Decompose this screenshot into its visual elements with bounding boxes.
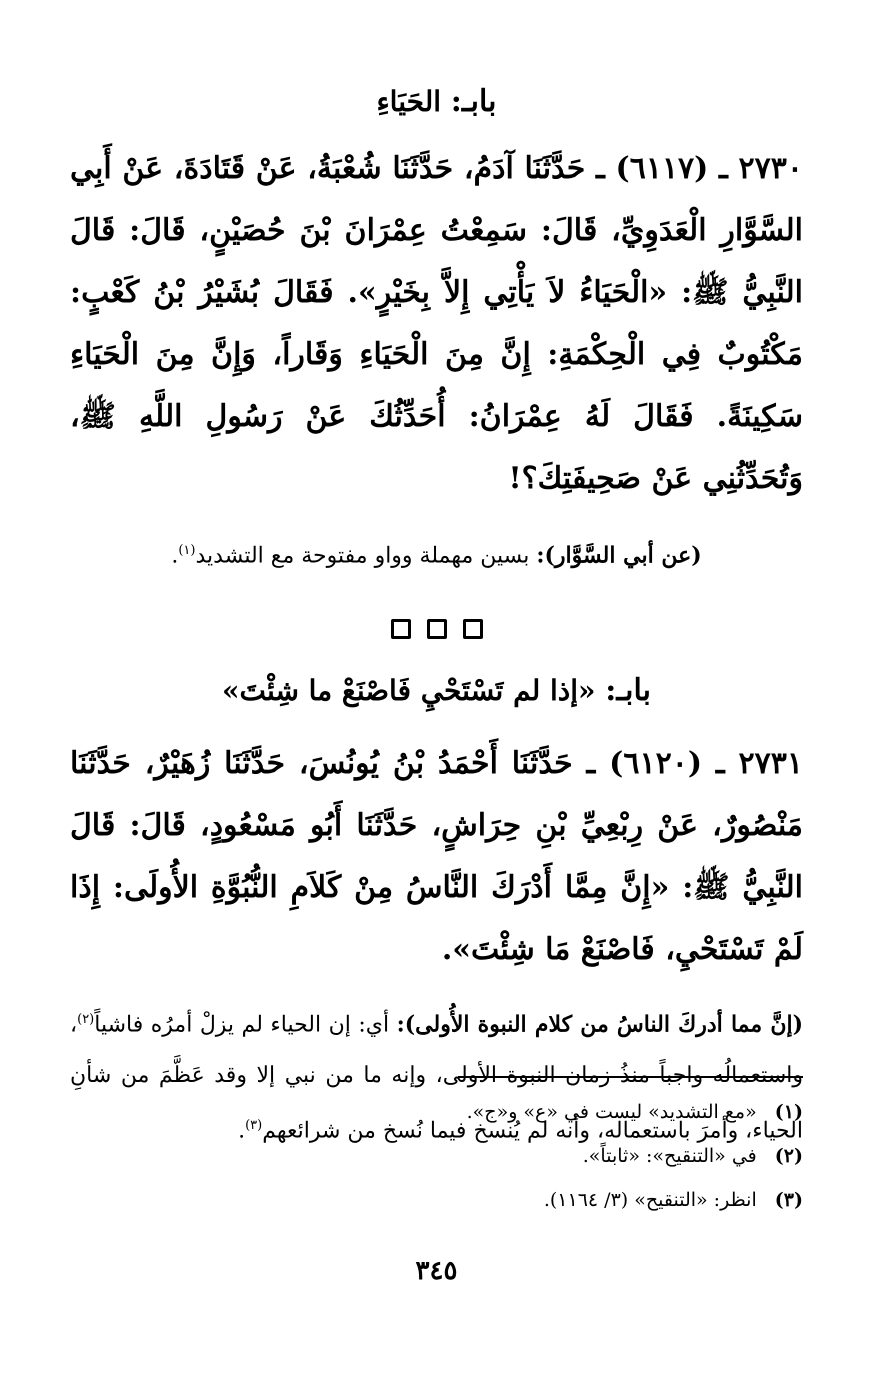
footnote-ref: (٣) xyxy=(245,1117,263,1133)
chapter-prefix: بابـ: xyxy=(605,673,651,709)
commentary-end: . xyxy=(171,543,179,569)
footnote-divider xyxy=(458,1076,803,1078)
footnote-number: (٢) xyxy=(774,1145,803,1167)
footnote-number: (١) xyxy=(774,1101,803,1123)
hadith-2731-text: ٢٧٣١ ـ (٦١٢٠) ـ حَدَّثَنَا أَحْمَدُ بْنُ يُونُسَ، حَدَّثَنَا زُهَيْرٌ، حَدَّثَنَا مَنْصُورٌ، عَنْ رِبْعِيِّ بْنِ حِرَاشٍ، حَدَّثَنَا أَبُو مَسْعُودٍ، قَالَ: قَالَ النَّبِيُّ ﷺ: «إِنَّ مِمَّا أَدْرَكَ النَّاسُ مِنْ كَلاَمِ النُّبُوَّةِ الأُولَى: إِذَا لَمْ تَسْتَحْيِ، فَاصْنَعْ مَا شِئْتَ». xyxy=(70,746,803,968)
footnote-text: انظر: «التنقيح» (٣/ ١١٦٤). xyxy=(543,1189,757,1211)
commentary-note-1 xyxy=(70,526,803,581)
footnote-item xyxy=(70,1090,803,1134)
chapter-title: «إذا لم تَسْتَحْيِ فَاصْنَعْ ما شِئْتَ» xyxy=(222,674,596,708)
commentary-end: . xyxy=(238,1117,246,1143)
footnote-ref: (٢) xyxy=(77,1012,95,1028)
footnote-ref: (١) xyxy=(178,543,196,558)
commentary-text-part1: أي: إن الحياء لم يزلْ أمرُه فاشياً xyxy=(94,1012,390,1038)
footnote-number: (٣) xyxy=(774,1189,803,1211)
chapter-title: الحَيَاءِ xyxy=(376,85,442,118)
chapter-heading-shame xyxy=(70,669,803,713)
commentary-quote: (عن أبي السَّوَّار): xyxy=(536,542,702,569)
commentary-quote: (إنَّ مما أدركَ الناسُ من كلام النبوة الأُولى): xyxy=(396,1011,803,1038)
chapter-prefix: بابـ: xyxy=(450,84,497,119)
square-ornament-icon xyxy=(463,619,483,639)
footnote-text: «مع التشديد» ليست في «ع» و«ج». xyxy=(466,1101,757,1123)
footnote-item xyxy=(70,1134,803,1178)
footnote-text: في «التنقيح»: «ثابتاً». xyxy=(582,1145,757,1167)
section-separator xyxy=(70,619,803,639)
footnotes-list xyxy=(70,1090,803,1222)
square-ornament-icon xyxy=(427,619,447,639)
page-number: ٣٤٥ xyxy=(415,1256,458,1286)
chapter-heading-modesty xyxy=(70,80,803,124)
hadith-2730-text: ٢٧٣٠ ـ (٦١١٧) ـ حَدَّثَنَا آدَمُ، حَدَّثَنَا شُعْبَةُ، عَنْ قَتَادَةَ، عَنْ أَبِي السَّوَّارِ الْعَدَوِيِّ، قَالَ: سَمِعْتُ عِمْرَانَ بْنَ حُصَيْنٍ، قَالَ: قَالَ النَّبِيُّ ﷺ: «الْحَيَاءُ لاَ يَأْتِي إِلاَّ بِخَيْرٍ». فَقَالَ بُشَيْرُ بْنُ كَعْبٍ: مَكْتُوبٌ فِي الْحِكْمَةِ: إِنَّ مِنَ الْحَيَاءِ وَقَاراً، وَإِنَّ مِنَ الْحَيَاءِ سَكِينَةً. فَقَالَ لَهُ عِمْرَانُ: أُحَدِّثُكَ عَنْ رَسُولِ اللَّهِ ﷺ، وَتُحَدِّثُنِي عَنْ صَحِيفَتِكَ؟! xyxy=(70,151,803,496)
commentary-text-part2: ، واستعمالُه واجباً منذُ زمان النبوة الأولى، وإنه ما من نبي إلا وقد عَظَّمَ من شأنِ الحياء، وأمرَ باستعماله، وأنه لم يُنسخ فيما نُسخ من شرائعهم xyxy=(70,1012,803,1143)
footnote-item xyxy=(70,1178,803,1222)
square-ornament-icon xyxy=(391,619,411,639)
commentary-text: بسين مهملة وواو مفتوحة مع التشديد xyxy=(195,543,530,569)
